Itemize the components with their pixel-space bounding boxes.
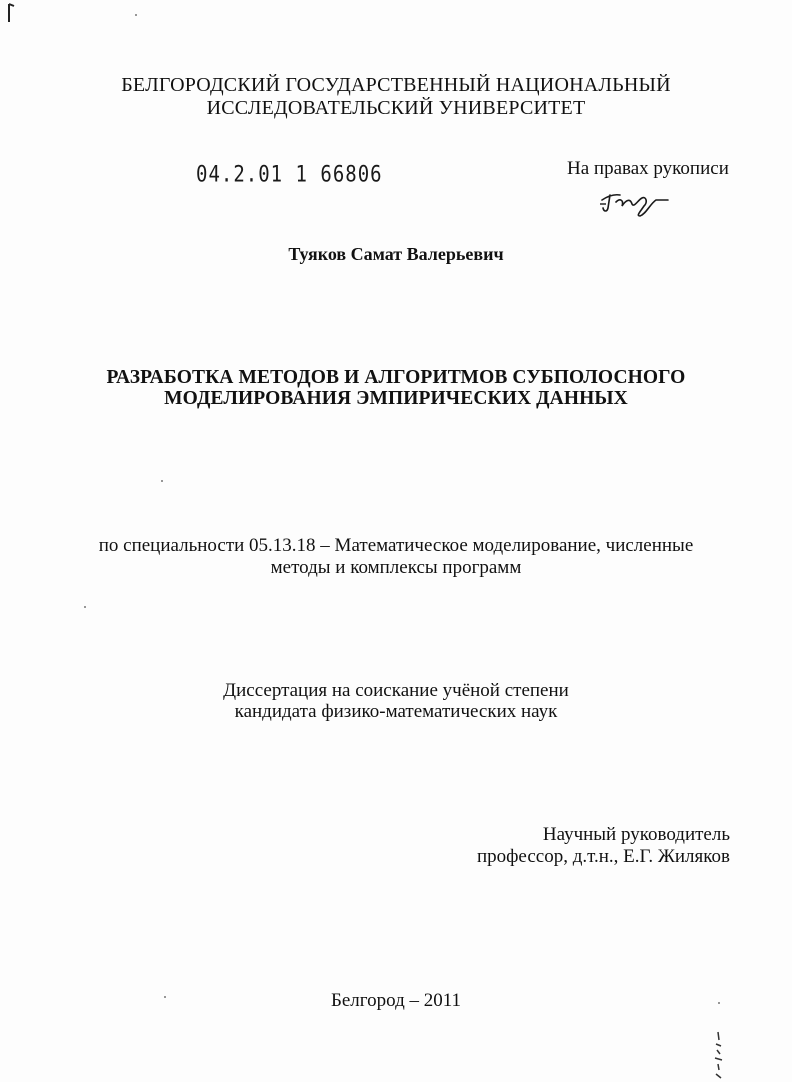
university-name-line1: БЕЛГОРОДСКИЙ ГОСУДАРСТВЕННЫЙ НАЦИОНАЛЬНЫЙ xyxy=(121,74,671,96)
scan-speck xyxy=(84,606,86,608)
rights-note: На правах рукописи xyxy=(567,158,729,179)
university-name-line2: ИССЛЕДОВАТЕЛЬСКИЙ УНИВЕРСИТЕТ xyxy=(206,97,586,119)
scan-edge-noise xyxy=(710,1030,728,1082)
thesis-title-line1: РАЗРАБОТКА МЕТОДОВ И АЛГОРИТМОВ СУБПОЛОСНОГО xyxy=(106,367,686,388)
city-year-footer: Белгород – 2011 xyxy=(330,990,462,1011)
specialty-line1: по специальности 05.13.18 – Математическое моделирование, численные xyxy=(98,535,694,556)
thesis-title-line2: МОДЕЛИРОВАНИЯ ЭМПИРИЧЕСКИХ ДАННЫХ xyxy=(164,388,628,409)
scan-speck xyxy=(161,480,163,482)
degree-line1: Диссертация на соискание учёной степени xyxy=(223,680,569,701)
supervisor-name: профессор, д.т.н., Е.Г. Жиляков xyxy=(476,846,730,867)
degree-line2: кандидата физико-математических наук xyxy=(234,701,558,722)
scan-speck xyxy=(135,14,137,16)
signature-icon xyxy=(596,186,672,222)
scan-corner-mark xyxy=(6,2,16,24)
scan-speck xyxy=(718,1002,720,1004)
scan-speck xyxy=(164,996,166,998)
supervisor-label: Научный руководитель xyxy=(542,824,730,845)
author-name: Туяков Самат Валерьевич xyxy=(288,244,504,264)
registration-stamp: 04.2.01 1 66806 xyxy=(196,162,383,188)
specialty-line2: методы и комплексы программ xyxy=(270,557,522,578)
